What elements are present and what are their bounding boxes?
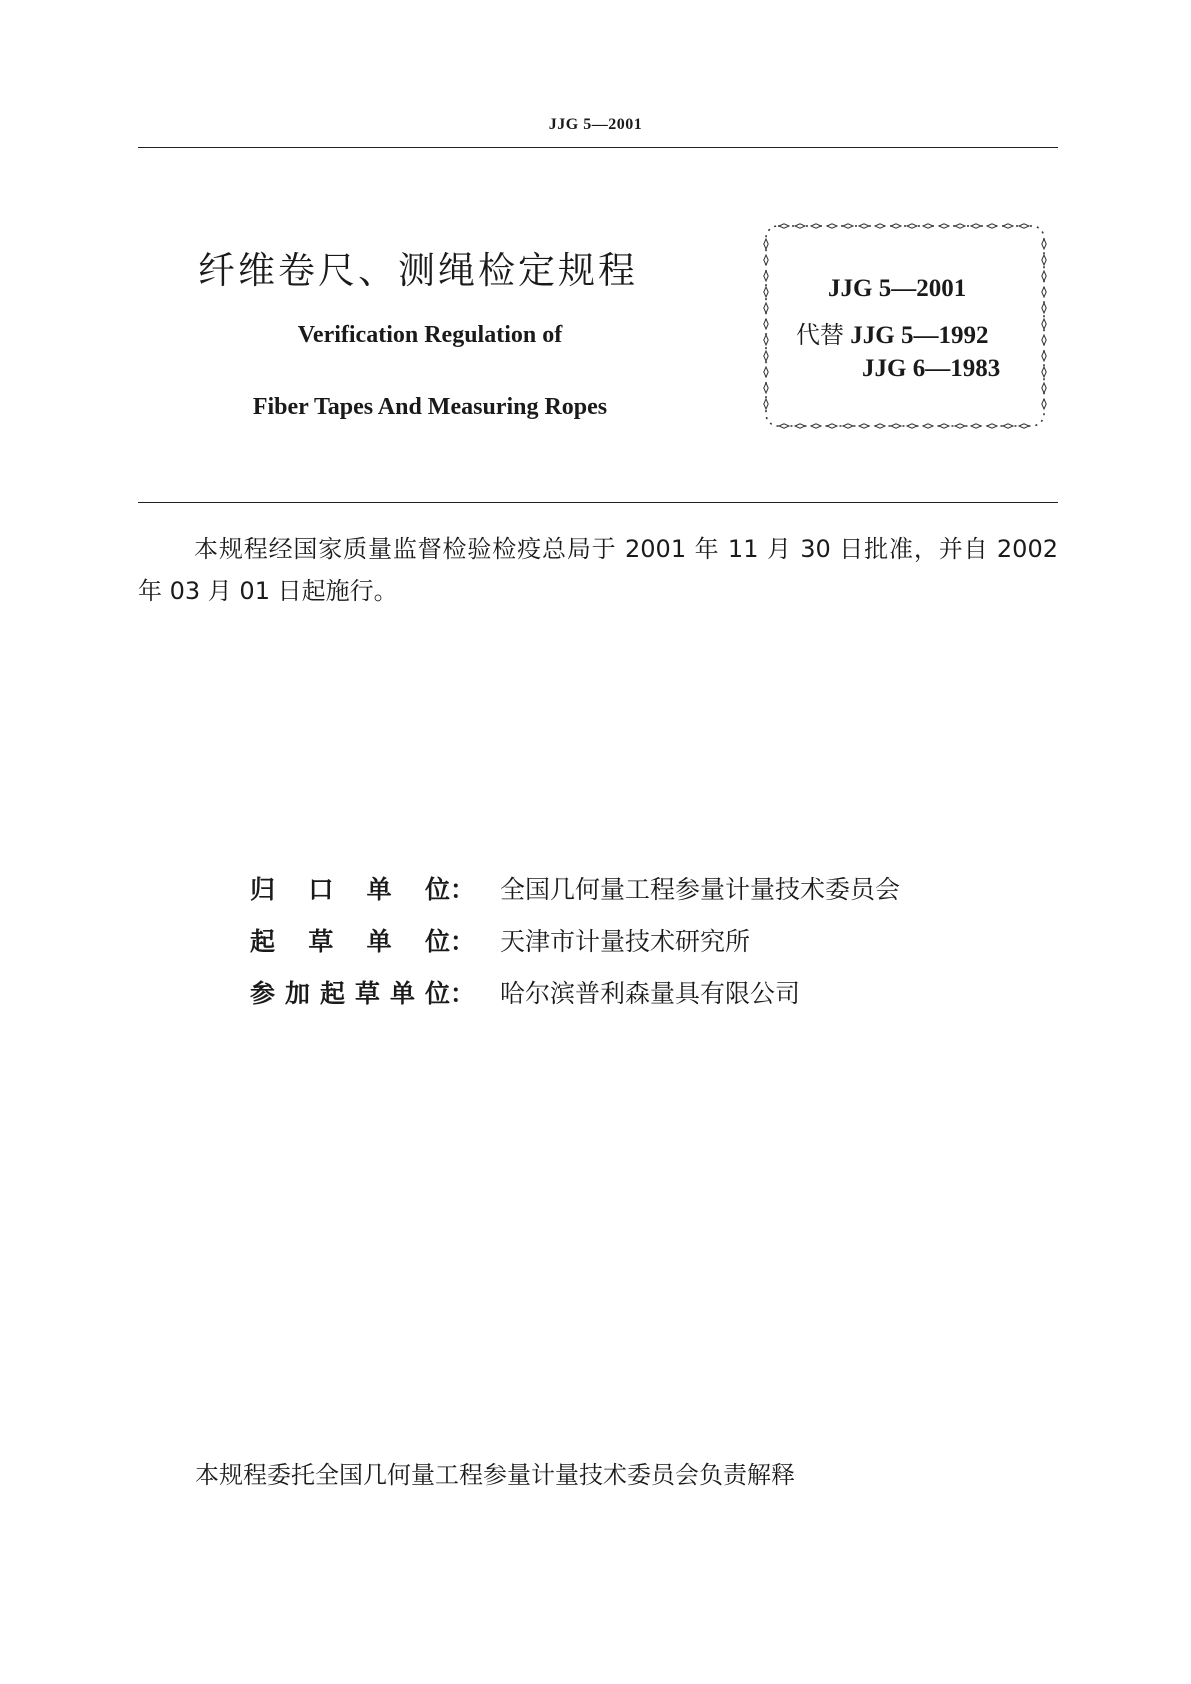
org-label: 起草单位 (250, 927, 450, 956)
standard-code-current: JJG 5—2001 (828, 275, 967, 302)
org-row-participating (250, 974, 800, 1010)
org-label: 参加起草单位 (250, 979, 450, 1008)
standard-code-box (760, 220, 1050, 432)
org-value: 天津市计量技术研究所 (500, 927, 751, 956)
title-english-line2: Fiber Tapes And Measuring Ropes (252, 394, 608, 420)
standard-code-replaces-1 (796, 315, 988, 350)
org-colon: ： (450, 979, 476, 1008)
title-chinese: 纤维卷尺、测绳检定规程 (198, 249, 638, 292)
standard-code-replaces-2: JJG 6—1983 (862, 355, 1001, 382)
org-row-drafting (250, 922, 750, 958)
interpretation-note: 本规程委托全国几何量工程参量计量技术委员会负责解释 (195, 1461, 795, 1489)
title-divider (138, 502, 1058, 503)
running-header-code: JJG 5—2001 (548, 116, 643, 133)
org-label: 归口单位 (250, 875, 450, 904)
org-colon: ： (450, 927, 476, 956)
title-english-line1: Verification Regulation of (297, 322, 563, 348)
org-value: 哈尔滨普利森量具有限公司 (500, 979, 801, 1008)
replaces-code-1: JJG 5—1992 (850, 322, 989, 349)
header-divider (138, 147, 1058, 148)
org-colon: ： (450, 875, 476, 904)
org-row-responsible (250, 870, 900, 906)
org-value: 全国几何量工程参量计量技术委员会 (500, 875, 901, 904)
approval-statement: 本规程经国家质量监督检验检疫总局于 2001 年 11 月 30 日批准，并自 2002 年 03 月 01 日起施行。 (138, 535, 1058, 605)
replaces-label: 代替 (796, 321, 844, 349)
